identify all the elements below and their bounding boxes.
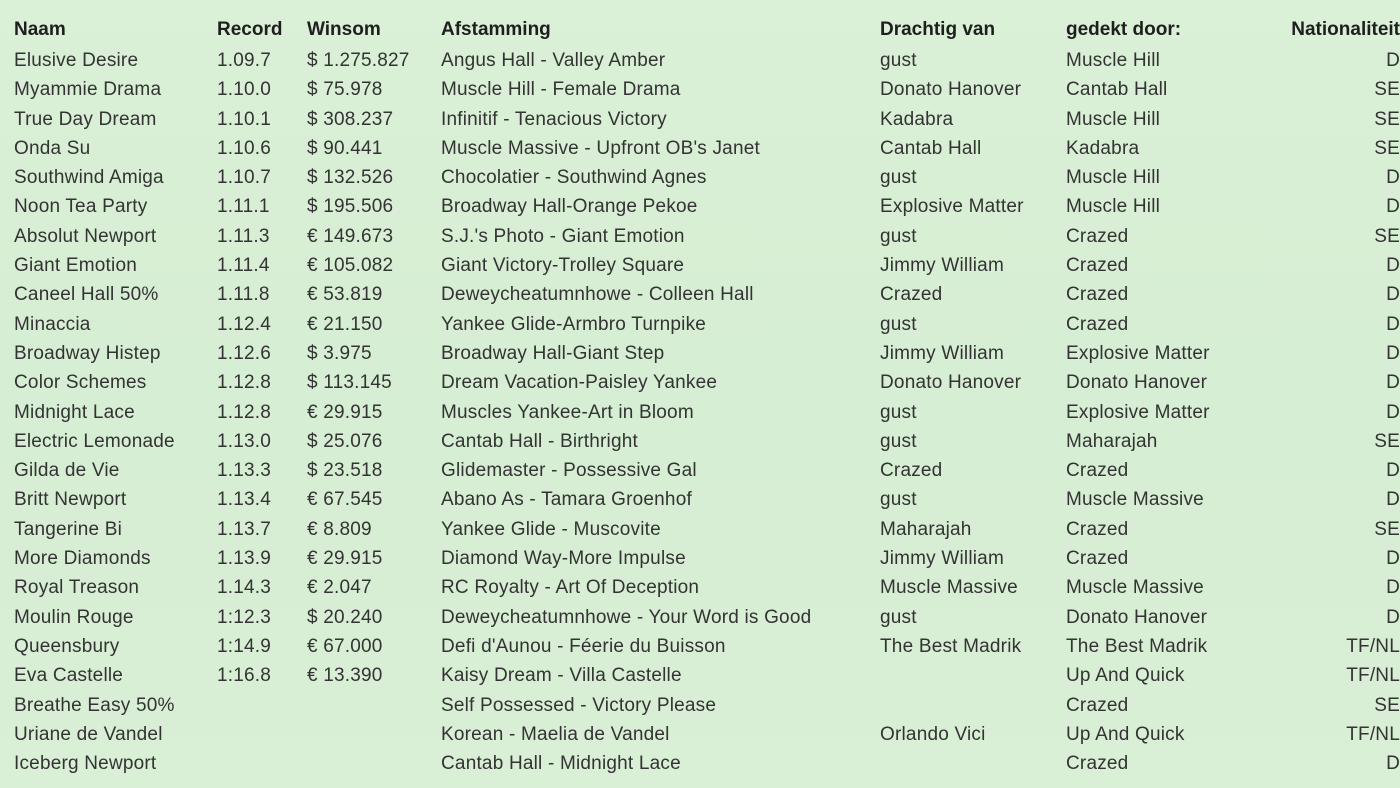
cell-nationaliteit: D [1386, 50, 1400, 71]
cell-winsom: € 53.819 [307, 284, 383, 306]
cell-winsom: $ 113.145 [307, 372, 392, 394]
cell-record: 1.10.7 [217, 167, 272, 189]
cell-gedekt-door: Donato Hanover [1066, 372, 1208, 394]
table-header-row [0, 14, 1400, 46]
cell-afstamming: Korean - Maelia de Vandel [441, 723, 670, 745]
cell-record: 1.10.0 [217, 79, 272, 101]
cell-record: 1:16.8 [217, 665, 272, 687]
cell-winsom: € 149.673 [307, 225, 394, 247]
cell-winsom: € 2.047 [307, 577, 372, 599]
cell-nationaliteit: D [1386, 401, 1400, 423]
cell-nationaliteit: SE [1374, 430, 1400, 452]
cell-nationaliteit: D [1386, 548, 1400, 570]
cell-record: 1.09.7 [217, 50, 272, 71]
cell-afstamming: Angus Hall - Valley Amber [441, 50, 666, 71]
cell-gedekt-door: Muscle Hill [1066, 196, 1161, 218]
cell-nationaliteit: SE [1374, 79, 1400, 101]
cell-drachtig-van: Jimmy William [880, 255, 1004, 277]
cell-nationaliteit: D [1386, 167, 1400, 189]
cell-gedekt-door: Muscle Massive [1066, 489, 1204, 511]
cell-winsom: $ 90.441 [307, 137, 383, 159]
cell-drachtig-van: gust [880, 225, 917, 247]
table-row [0, 280, 1400, 309]
cell-winsom: € 105.082 [307, 255, 394, 277]
cell-naam: More Diamonds [14, 548, 151, 570]
cell-naam: Royal Treason [14, 577, 140, 599]
header-winsom: Winsom [307, 19, 381, 40]
cell-naam: Electric Lemonade [14, 430, 175, 452]
cell-drachtig-van: gust [880, 167, 917, 189]
cell-gedekt-door: The Best Madrik [1066, 635, 1208, 657]
table-row [0, 134, 1400, 163]
cell-naam: Gilda de Vie [14, 460, 120, 482]
cell-gedekt-door: Explosive Matter [1066, 342, 1210, 364]
cell-record: 1.13.7 [217, 518, 272, 540]
cell-winsom [307, 720, 441, 749]
cell-gedekt-door: Crazed [1066, 548, 1129, 570]
cell-drachtig-van: Orlando Vici [880, 723, 986, 745]
cell-drachtig-van: gust [880, 430, 917, 452]
cell-afstamming: Yankee Glide-Armbro Turnpike [441, 313, 707, 335]
cell-record: 1.12.8 [217, 401, 272, 423]
cell-record: 1.13.4 [217, 489, 272, 511]
cell-nationaliteit: D [1386, 577, 1400, 599]
cell-afstamming: Self Possessed - Victory Please [441, 694, 717, 716]
table-row [0, 310, 1400, 339]
cell-winsom: $ 195.506 [307, 196, 394, 218]
cell-gedekt-door: Crazed [1066, 460, 1129, 482]
cell-nationaliteit: D [1386, 255, 1400, 277]
cell-naam: Absolut Newport [14, 225, 157, 247]
table-row [0, 456, 1400, 485]
cell-winsom: $ 3.975 [307, 342, 372, 364]
cell-winsom: $ 132.526 [307, 167, 394, 189]
cell-record: 1.12.8 [217, 372, 272, 394]
cell-nationaliteit: TF/NL [1346, 665, 1400, 687]
table-row [0, 398, 1400, 427]
table-row [0, 573, 1400, 602]
cell-gedekt-door: Muscle Hill [1066, 50, 1161, 71]
cell-afstamming: RC Royalty - Art Of Deception [441, 577, 700, 599]
cell-afstamming: Diamond Way-More Impulse [441, 548, 686, 570]
table-row [0, 339, 1400, 368]
cell-naam: Minaccia [14, 313, 91, 335]
cell-afstamming: Muscle Massive - Upfront OB's Janet [441, 137, 760, 159]
cell-gedekt-door: Crazed [1066, 255, 1129, 277]
table-row [0, 368, 1400, 397]
cell-drachtig-van [880, 749, 1066, 778]
cell-naam: Giant Emotion [14, 255, 137, 277]
cell-afstamming: Giant Victory-Trolley Square [441, 255, 685, 277]
cell-afstamming: Infinitif - Tenacious Victory [441, 108, 667, 130]
header-record: Record [217, 19, 283, 40]
cell-gedekt-door: Explosive Matter [1066, 401, 1210, 423]
cell-afstamming: Cantab Hall - Birthright [441, 430, 638, 452]
cell-record: 1.12.6 [217, 342, 272, 364]
cell-winsom: $ 308.237 [307, 108, 394, 130]
cell-winsom: € 8.809 [307, 518, 372, 540]
cell-record: 1.11.3 [217, 225, 270, 247]
cell-winsom: $ 1.275.827 [307, 50, 410, 71]
cell-nationaliteit: D [1386, 606, 1400, 628]
cell-record: 1.13.3 [217, 460, 272, 482]
cell-drachtig-van: Jimmy William [880, 548, 1004, 570]
cell-naam: Breathe Easy 50% [14, 694, 175, 716]
cell-naam: Iceberg Newport [14, 753, 157, 775]
cell-gedekt-door: Crazed [1066, 518, 1129, 540]
cell-naam: Myammie Drama [14, 79, 162, 101]
cell-winsom: $ 25.076 [307, 430, 383, 452]
cell-naam: Elusive Desire [14, 50, 139, 71]
cell-gedekt-door: Up And Quick [1066, 723, 1185, 745]
cell-drachtig-van: Explosive Matter [880, 196, 1024, 218]
cell-afstamming: Kaisy Dream - Villa Castelle [441, 665, 682, 687]
cell-winsom: € 21.150 [307, 313, 383, 335]
cell-record [217, 749, 307, 778]
cell-record: 1.11.1 [217, 196, 270, 218]
cell-gedekt-door: Muscle Massive [1066, 577, 1204, 599]
cell-drachtig-van: Kadabra [880, 108, 954, 130]
cell-naam: Color Schemes [14, 372, 147, 394]
cell-afstamming: Chocolatier - Southwind Agnes [441, 167, 707, 189]
cell-record [217, 691, 307, 720]
cell-naam: Midnight Lace [14, 401, 135, 423]
cell-nationaliteit: D [1386, 753, 1400, 775]
table-row [0, 251, 1400, 280]
cell-nationaliteit: SE [1374, 518, 1400, 540]
table-row [0, 75, 1400, 104]
table-row [0, 163, 1400, 192]
cell-winsom [307, 691, 441, 720]
table-row [0, 515, 1400, 544]
cell-record: 1.14.3 [217, 577, 272, 599]
cell-afstamming: Muscles Yankee-Art in Bloom [441, 401, 694, 423]
cell-afstamming: Deweycheatumnhowe - Your Word is Good [441, 606, 812, 628]
cell-winsom: $ 23.518 [307, 460, 383, 482]
cell-nationaliteit: D [1386, 489, 1400, 511]
cell-gedekt-door: Up And Quick [1066, 665, 1185, 687]
cell-record: 1.13.9 [217, 548, 272, 570]
cell-naam: Southwind Amiga [14, 167, 164, 189]
cell-nationaliteit: TF/NL [1346, 723, 1400, 745]
cell-nationaliteit: D [1386, 460, 1400, 482]
cell-nationaliteit: D [1386, 196, 1400, 218]
table-body [0, 46, 1400, 778]
table-row [0, 427, 1400, 456]
table-row [0, 222, 1400, 251]
cell-record: 1.12.4 [217, 313, 272, 335]
cell-record: 1.13.0 [217, 430, 272, 452]
cell-record: 1.11.4 [217, 255, 270, 277]
table-row [0, 661, 1400, 690]
table-row [0, 691, 1400, 720]
table-row [0, 749, 1400, 778]
header-nationaliteit: Nationaliteit [1291, 19, 1400, 40]
cell-winsom: $ 20.240 [307, 606, 383, 628]
cell-naam: Caneel Hall 50% [14, 284, 159, 306]
cell-record: 1.10.1 [217, 108, 272, 130]
cell-nationaliteit: SE [1374, 225, 1400, 247]
cell-gedekt-door: Cantab Hall [1066, 79, 1168, 101]
cell-drachtig-van: Jimmy William [880, 342, 1004, 364]
horses-table [0, 14, 1400, 778]
cell-drachtig-van: The Best Madrik [880, 635, 1022, 657]
table-row [0, 485, 1400, 514]
cell-naam: Tangerine Bi [14, 518, 123, 540]
cell-winsom: € 13.390 [307, 665, 383, 687]
cell-record: 1.11.8 [217, 284, 270, 306]
cell-naam: Britt Newport [14, 489, 127, 511]
cell-drachtig-van: Crazed [880, 460, 943, 482]
header-naam: Naam [14, 19, 66, 40]
cell-winsom [307, 749, 441, 778]
cell-afstamming: Yankee Glide - Muscovite [441, 518, 661, 540]
cell-naam: True Day Dream [14, 108, 157, 130]
cell-afstamming: S.J.'s Photo - Giant Emotion [441, 225, 685, 247]
cell-nationaliteit: D [1386, 342, 1400, 364]
header-drachtig-van: Drachtig van [880, 19, 996, 40]
cell-nationaliteit: D [1386, 372, 1400, 394]
cell-nationaliteit: D [1386, 284, 1400, 306]
cell-drachtig-van [880, 661, 1066, 690]
cell-record [217, 720, 307, 749]
cell-drachtig-van: gust [880, 50, 917, 71]
cell-drachtig-van [880, 691, 1066, 720]
cell-afstamming: Defi d'Aunou - Féerie du Buisson [441, 635, 726, 657]
cell-gedekt-door: Kadabra [1066, 137, 1140, 159]
cell-naam: Uriane de Vandel [14, 723, 163, 745]
table-row [0, 720, 1400, 749]
cell-afstamming: Abano As - Tamara Groenhof [441, 489, 692, 511]
cell-nationaliteit: SE [1374, 137, 1400, 159]
cell-record: 1:12.3 [217, 606, 272, 628]
cell-drachtig-van: gust [880, 606, 917, 628]
cell-afstamming: Muscle Hill - Female Drama [441, 79, 681, 101]
cell-gedekt-door: Crazed [1066, 225, 1129, 247]
table-row [0, 46, 1400, 75]
cell-gedekt-door: Crazed [1066, 313, 1129, 335]
table-row [0, 544, 1400, 573]
cell-afstamming: Dream Vacation-Paisley Yankee [441, 372, 718, 394]
cell-afstamming: Deweycheatumnhowe - Colleen Hall [441, 284, 754, 306]
cell-naam: Broadway Histep [14, 342, 161, 364]
cell-naam: Noon Tea Party [14, 196, 148, 218]
table-row [0, 192, 1400, 221]
cell-naam: Queensbury [14, 635, 120, 657]
cell-gedekt-door: Crazed [1066, 284, 1129, 306]
cell-gedekt-door: Donato Hanover [1066, 606, 1208, 628]
cell-naam: Onda Su [14, 137, 91, 159]
cell-gedekt-door: Muscle Hill [1066, 167, 1161, 189]
table-row [0, 632, 1400, 661]
cell-drachtig-van: Muscle Massive [880, 577, 1018, 599]
cell-record: 1.10.6 [217, 137, 272, 159]
cell-naam: Eva Castelle [14, 665, 124, 687]
cell-drachtig-van: gust [880, 489, 917, 511]
cell-drachtig-van: Donato Hanover [880, 79, 1022, 101]
cell-winsom: € 67.000 [307, 635, 383, 657]
cell-afstamming: Broadway Hall-Giant Step [441, 342, 665, 364]
cell-gedekt-door: Crazed [1066, 753, 1129, 775]
cell-nationaliteit: TF/NL [1346, 635, 1400, 657]
cell-drachtig-van: Maharajah [880, 518, 972, 540]
cell-winsom: € 29.915 [307, 401, 383, 423]
cell-drachtig-van: Cantab Hall [880, 137, 982, 159]
cell-drachtig-van: gust [880, 401, 917, 423]
cell-winsom: € 67.545 [307, 489, 383, 511]
table-row [0, 105, 1400, 134]
cell-drachtig-van: gust [880, 313, 917, 335]
cell-afstamming: Cantab Hall - Midnight Lace [441, 753, 681, 775]
cell-winsom: $ 75.978 [307, 79, 383, 101]
cell-winsom: € 29.915 [307, 548, 383, 570]
cell-drachtig-van: Crazed [880, 284, 943, 306]
cell-nationaliteit: SE [1374, 108, 1400, 130]
cell-afstamming: Broadway Hall-Orange Pekoe [441, 196, 698, 218]
cell-afstamming: Glidemaster - Possessive Gal [441, 460, 697, 482]
cell-nationaliteit: D [1386, 313, 1400, 335]
cell-record: 1:14.9 [217, 635, 272, 657]
cell-naam: Moulin Rouge [14, 606, 134, 628]
header-afstamming: Afstamming [441, 19, 551, 40]
cell-drachtig-van: Donato Hanover [880, 372, 1022, 394]
cell-nationaliteit: SE [1374, 694, 1400, 716]
cell-gedekt-door: Crazed [1066, 694, 1129, 716]
cell-gedekt-door: Maharajah [1066, 430, 1158, 452]
header-gedekt-door: gedekt door: [1066, 19, 1182, 40]
cell-gedekt-door: Muscle Hill [1066, 108, 1161, 130]
table-row [0, 603, 1400, 632]
